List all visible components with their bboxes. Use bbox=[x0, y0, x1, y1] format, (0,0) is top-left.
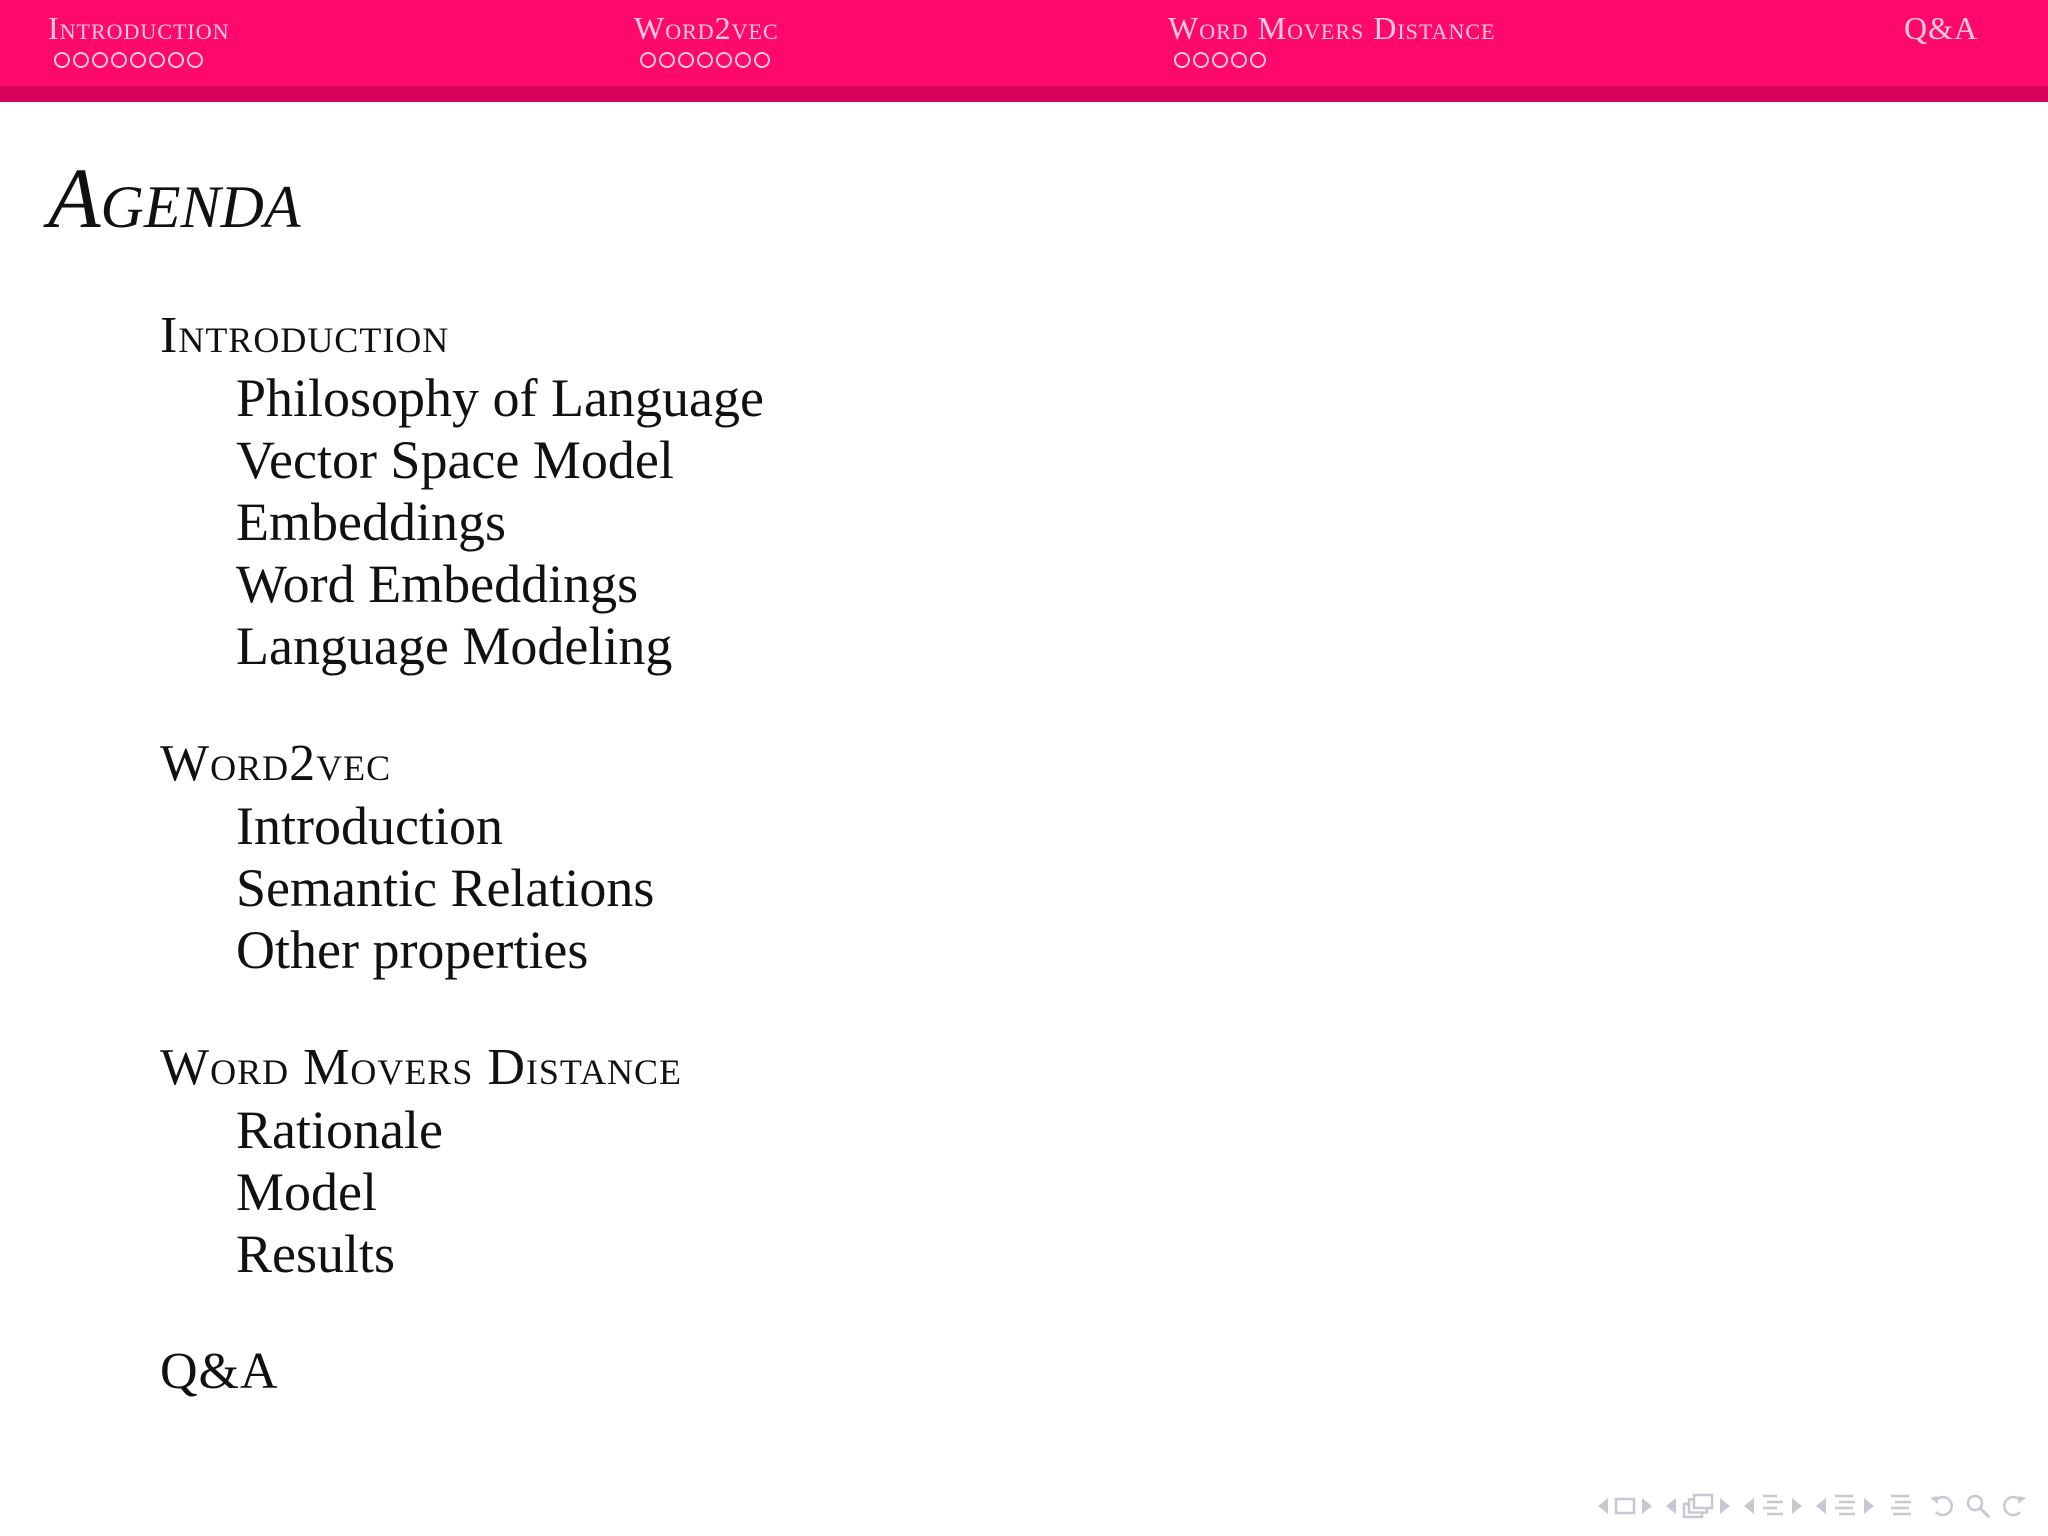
toc-section-word2vec bbox=[160, 733, 764, 981]
frame-dot[interactable] bbox=[754, 52, 770, 68]
previous-slide-icon[interactable] bbox=[1816, 1498, 1826, 1514]
toc-subsection-item[interactable]: Introduction bbox=[236, 796, 503, 856]
history-search-group bbox=[1928, 1492, 2028, 1520]
frame-dot[interactable] bbox=[716, 52, 732, 68]
frame-dot[interactable] bbox=[111, 52, 127, 68]
toc-subsection-item[interactable]: Language Modeling bbox=[236, 616, 673, 676]
frame-dot[interactable] bbox=[1193, 52, 1209, 68]
frame-nav-group[interactable] bbox=[1598, 1497, 1652, 1515]
frame-dot[interactable] bbox=[92, 52, 108, 68]
frame-dot[interactable] bbox=[1174, 52, 1190, 68]
frame-dot[interactable] bbox=[54, 52, 70, 68]
toc-section-title[interactable]: Introduction bbox=[160, 307, 450, 364]
header-section-word-movers-distance[interactable] bbox=[1168, 8, 1495, 68]
toc-subsection-item[interactable]: Semantic Relations bbox=[236, 858, 655, 918]
toc-section-qa bbox=[160, 1341, 764, 1403]
frame-dot[interactable] bbox=[678, 52, 694, 68]
frame-dot[interactable] bbox=[73, 52, 89, 68]
header-section-label[interactable]: Q&A bbox=[1904, 10, 1979, 46]
next-subsection-icon[interactable] bbox=[1720, 1498, 1730, 1514]
presentation-nav-icon[interactable] bbox=[1832, 1492, 1858, 1520]
headline-strip bbox=[0, 86, 2048, 102]
frame-dot[interactable] bbox=[130, 52, 146, 68]
presentation-nav-group[interactable] bbox=[1816, 1492, 1874, 1520]
forward-icon[interactable] bbox=[1998, 1492, 2028, 1520]
next-slide-icon[interactable] bbox=[1864, 1498, 1874, 1514]
toc-subsection-item[interactable]: Other properties bbox=[236, 920, 589, 980]
toc-section-title[interactable]: Q&A bbox=[160, 1343, 279, 1400]
frame-dot[interactable] bbox=[640, 52, 656, 68]
toc-subsection-item[interactable]: Rationale bbox=[236, 1100, 443, 1160]
toc-subsection-list bbox=[236, 367, 764, 677]
toc-subsection-item[interactable]: Vector Space Model bbox=[236, 430, 674, 490]
next-section-icon[interactable] bbox=[1792, 1498, 1802, 1514]
toc-section-title[interactable]: Word2vec bbox=[160, 735, 392, 792]
header-section-label[interactable]: Word Movers Distance bbox=[1168, 10, 1496, 46]
toc-section-introduction bbox=[160, 305, 764, 677]
header-section-dots bbox=[1174, 52, 1495, 68]
frame-dot[interactable] bbox=[149, 52, 165, 68]
header-section-dots bbox=[640, 52, 779, 68]
frame-dot[interactable] bbox=[735, 52, 751, 68]
frame-dot[interactable] bbox=[697, 52, 713, 68]
subsection-nav-icon[interactable] bbox=[1682, 1493, 1714, 1519]
toc-subsection-item[interactable]: Results bbox=[236, 1224, 396, 1284]
frame-dot[interactable] bbox=[1250, 52, 1266, 68]
frame-dot[interactable] bbox=[1212, 52, 1228, 68]
toc-section-word-movers-distance bbox=[160, 1037, 764, 1285]
frame-dot[interactable] bbox=[1231, 52, 1247, 68]
search-icon[interactable] bbox=[1964, 1492, 1992, 1520]
toc-subsection-item[interactable]: Model bbox=[236, 1162, 377, 1222]
next-frame-icon[interactable] bbox=[1642, 1498, 1652, 1514]
toc-subsection-list bbox=[236, 795, 764, 981]
previous-frame-icon[interactable] bbox=[1598, 1498, 1608, 1514]
toc-section-title[interactable]: Word Movers Distance bbox=[160, 1039, 683, 1096]
toc-subsection-item[interactable]: Philosophy of Language bbox=[236, 368, 764, 428]
frame-dot[interactable] bbox=[659, 52, 675, 68]
header-section-qa[interactable] bbox=[1904, 8, 1978, 48]
page-title: Agenda bbox=[48, 150, 301, 246]
header-section-label[interactable]: Introduction bbox=[48, 10, 230, 46]
frame-dot[interactable] bbox=[168, 52, 184, 68]
toc-subsection-item[interactable]: Embeddings bbox=[236, 492, 506, 552]
header-section-label[interactable]: Word2vec bbox=[634, 10, 779, 46]
back-icon[interactable] bbox=[1928, 1492, 1958, 1520]
frame-nav-icon[interactable] bbox=[1614, 1497, 1636, 1515]
frame-dot[interactable] bbox=[187, 52, 203, 68]
section-nav-icon[interactable] bbox=[1760, 1492, 1786, 1520]
headline-bar bbox=[0, 0, 2048, 86]
previous-subsection-icon[interactable] bbox=[1666, 1498, 1676, 1514]
subsection-nav-group[interactable] bbox=[1666, 1493, 1730, 1519]
toc-subsection-item[interactable]: Word Embeddings bbox=[236, 554, 639, 614]
appendix-icon[interactable] bbox=[1888, 1492, 1914, 1520]
table-of-contents bbox=[160, 305, 764, 1459]
previous-section-icon[interactable] bbox=[1744, 1498, 1754, 1514]
section-nav-group[interactable] bbox=[1744, 1492, 1802, 1520]
header-section-word2vec[interactable] bbox=[634, 8, 779, 68]
navigation-symbols bbox=[1598, 1492, 2028, 1520]
header-section-introduction[interactable] bbox=[48, 8, 230, 68]
header-section-dots bbox=[54, 52, 230, 68]
toc-subsection-list bbox=[236, 1099, 764, 1285]
